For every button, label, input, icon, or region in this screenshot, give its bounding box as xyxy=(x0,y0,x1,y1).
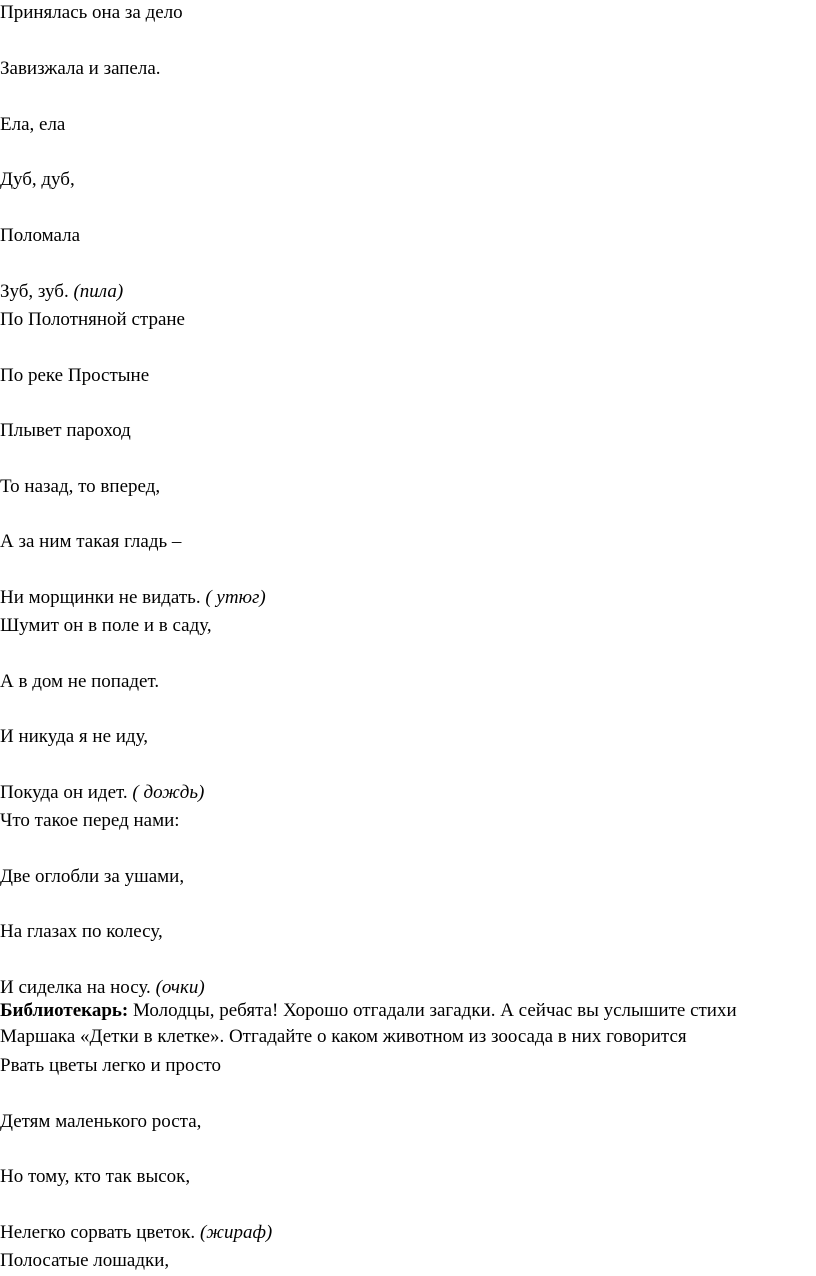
riddle-1-line-2: Завизжала и запела. xyxy=(0,58,161,79)
riddle-1-line-5: Поломала xyxy=(0,225,80,246)
riddle-4-line-1: Что такое перед нами: xyxy=(0,810,180,831)
riddle-3-last-line xyxy=(0,782,204,804)
riddle-1-last-line xyxy=(0,281,123,303)
riddle-2-answer: ( утюг) xyxy=(205,587,266,608)
poem-line-1: Рвать цветы легко и просто xyxy=(0,1055,221,1076)
riddle-1-line-3: Ела, ела xyxy=(0,114,66,135)
riddle-4-last-line xyxy=(0,977,205,999)
riddle-2-line-6: Ни морщинки не видать. xyxy=(0,587,201,608)
riddle-4-line-3: На глазах по колесу, xyxy=(0,921,163,942)
poem-answer: (жираф) xyxy=(199,1222,273,1243)
riddle-3-line-2: А в дом не попадет. xyxy=(0,671,160,692)
librarian-line-1 xyxy=(0,1000,737,1022)
riddle-1-line-1: Принялась она за дело xyxy=(0,2,183,23)
next-riddle-line-1: Полосатые лошадки, xyxy=(0,1250,170,1271)
riddle-3-line-4: Покуда он идет. xyxy=(0,782,128,803)
riddle-1-line-6: Зуб, зуб. xyxy=(0,281,69,302)
riddle-2-line-3: Плывет пароход xyxy=(0,420,131,441)
riddle-4-answer: (очки) xyxy=(155,977,205,998)
poem-line-3: Но тому, кто так высок, xyxy=(0,1166,191,1187)
riddle-1-line-4: Дуб, дуб, xyxy=(0,169,75,190)
riddle-2-line-5: А за ним такая гладь – xyxy=(0,531,182,552)
librarian-speaker: Библиотекарь: xyxy=(0,1000,129,1021)
poem-last-line xyxy=(0,1222,272,1244)
riddle-3-line-1: Шумит он в поле и в саду, xyxy=(0,615,212,636)
poem-line-2: Детям маленького роста, xyxy=(0,1111,202,1132)
riddle-4-line-4: И сиделка на носу. xyxy=(0,977,151,998)
riddle-2-line-2: По реке Простыне xyxy=(0,365,150,386)
librarian-line-2: Маршака «Детки в клетке». Отгадайте о каком животном из зоосада в них говорится xyxy=(0,1026,687,1047)
riddle-3-answer: ( дождь) xyxy=(132,782,205,803)
librarian-text-1: Молодцы, ребята! Хорошо отгадали загадки. А сейчас вы услышите стихи xyxy=(128,1000,737,1021)
riddle-3-line-3: И никуда я не иду, xyxy=(0,726,148,747)
poem-line-4: Нелегко сорвать цветок. xyxy=(0,1222,196,1243)
riddle-1-answer: (пила) xyxy=(73,281,124,302)
riddle-2-line-4: То назад, то вперед, xyxy=(0,476,161,497)
riddle-2-last-line xyxy=(0,587,266,609)
riddle-4-line-2: Две оглобли за ушами, xyxy=(0,866,185,887)
riddle-2-line-1: По Полотняной стране xyxy=(0,309,185,330)
